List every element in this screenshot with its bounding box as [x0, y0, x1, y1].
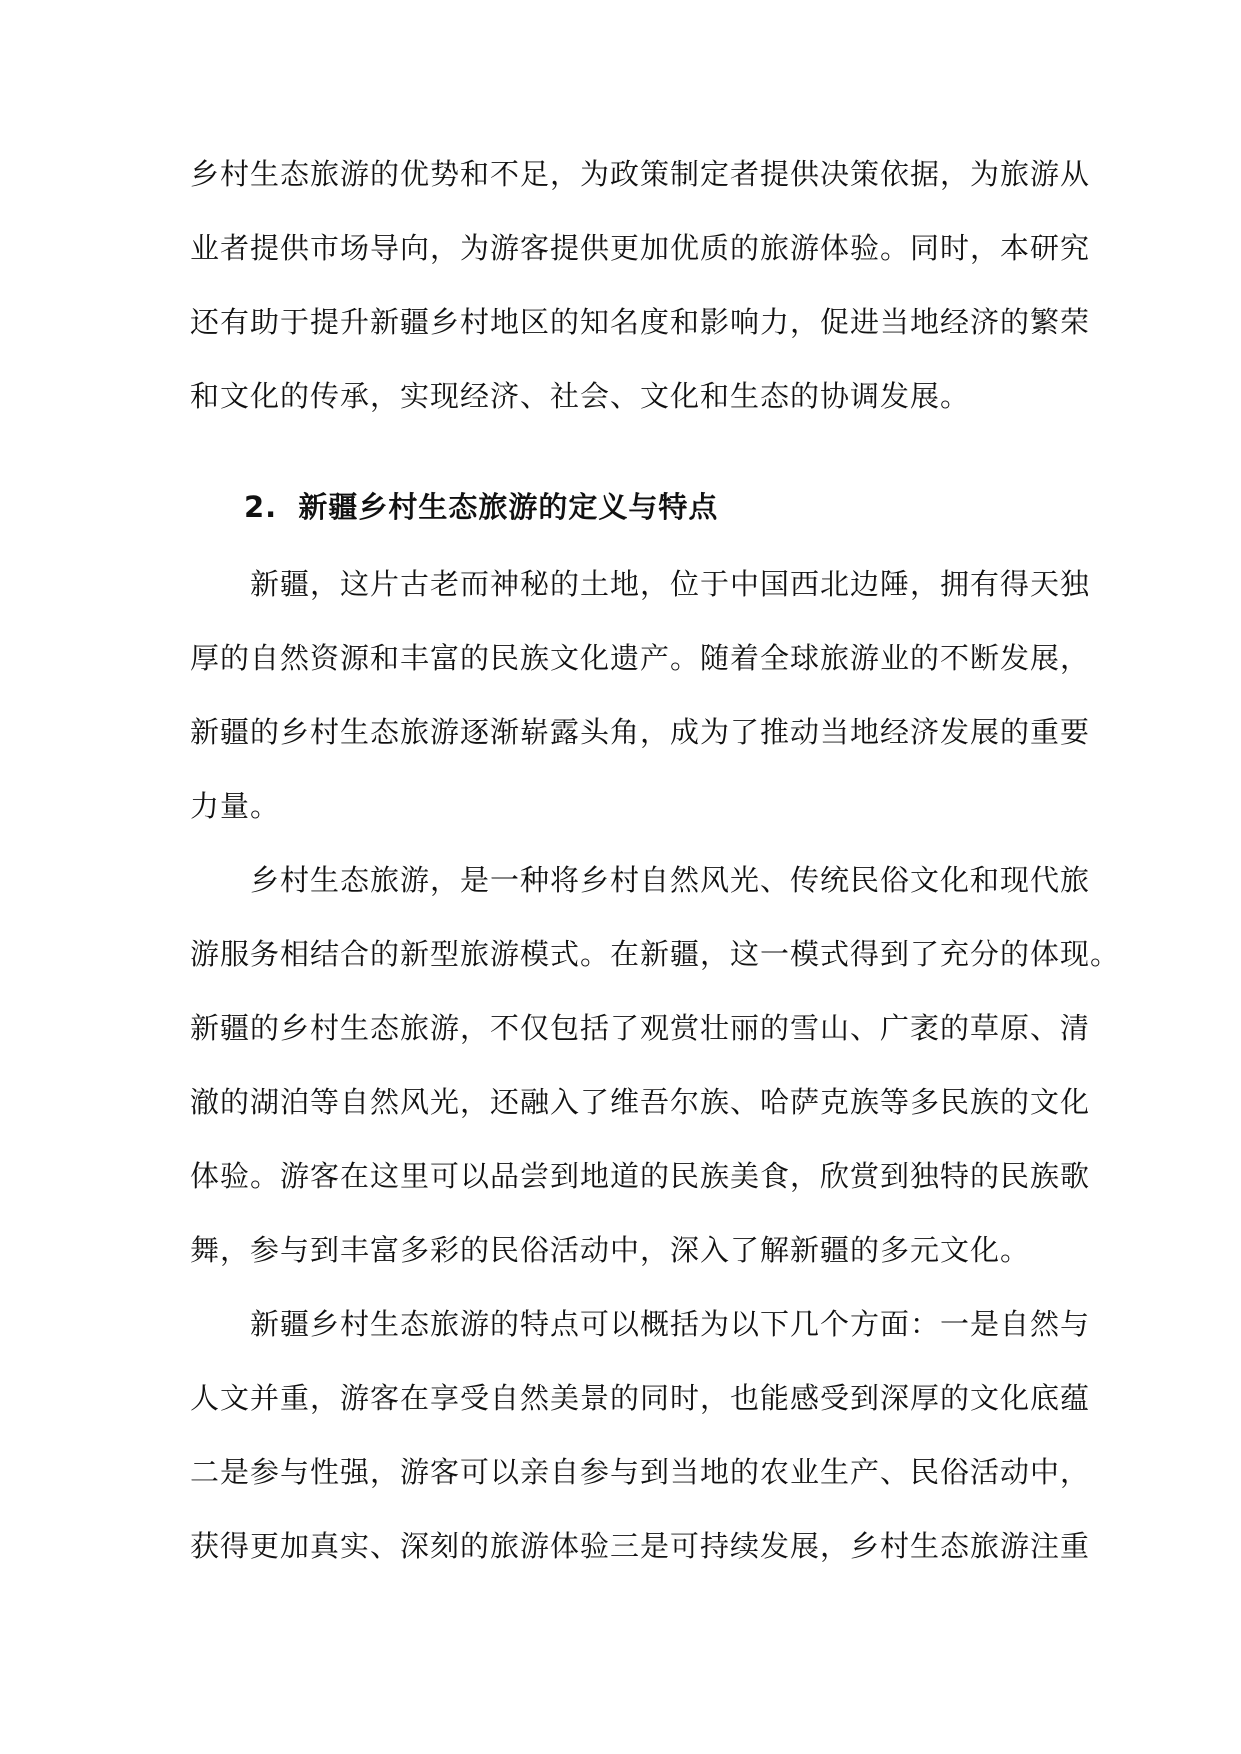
section-title: 新疆乡村生态旅游的定义与特点 — [298, 490, 719, 524]
paragraph-2-line-1: 乡村生态旅游，是一种将乡村自然风光、传统民俗文化和现代旅 — [190, 863, 1091, 897]
intro-line-3: 还有助于提升新疆乡村地区的知名度和影响力，促进当地经济的繁荣 — [190, 305, 1091, 339]
paragraph-2-line-6: 舞，参与到丰富多彩的民俗活动中，深入了解新疆的多元文化。 — [190, 1233, 1031, 1267]
paragraph-3-line-4: 获得更加真实、深刻的旅游体验三是可持续发展，乡村生态旅游注重 — [190, 1529, 1091, 1563]
section-number: 2. — [244, 490, 278, 524]
paragraph-2-line-5: 体验。游客在这里可以品尝到地道的民族美食，欣赏到独特的民族歌 — [190, 1159, 1091, 1193]
paragraph-2-line-3: 新疆的乡村生态旅游，不仅包括了观赏壮丽的雪山、广袤的草原、清 — [190, 1011, 1091, 1045]
paragraph-1-line-1: 新疆，这片古老而神秘的土地，位于中国西北边陲，拥有得天独 — [190, 567, 1091, 601]
intro-line-2: 业者提供市场导向，为游客提供更加优质的旅游体验。同时，本研究 — [190, 231, 1091, 265]
intro-line-4: 和文化的传承，实现经济、社会、文化和生态的协调发展。 — [190, 379, 971, 413]
paragraph-3-line-3: 二是参与性强，游客可以亲自参与到当地的农业生产、民俗活动中， — [190, 1455, 1091, 1489]
paragraph-2-line-2: 游服务相结合的新型旅游模式。在新疆，这一模式得到了充分的体现。 — [190, 937, 1121, 971]
paragraph-3-line-2: 人文并重，游客在享受自然美景的同时，也能感受到深厚的文化底蕴 — [190, 1381, 1091, 1415]
paragraph-3-line-1: 新疆乡村生态旅游的特点可以概括为以下几个方面：一是自然与 — [190, 1307, 1091, 1341]
section-heading — [244, 487, 718, 527]
paragraph-1-line-4: 力量。 — [190, 789, 281, 823]
paragraph-1-line-3: 新疆的乡村生态旅游逐渐崭露头角，成为了推动当地经济发展的重要 — [190, 715, 1091, 749]
intro-line-1: 乡村生态旅游的优势和不足，为政策制定者提供决策依据，为旅游从 — [190, 157, 1091, 191]
paragraph-2-line-4: 澈的湖泊等自然风光，还融入了维吾尔族、哈萨克族等多民族的文化 — [190, 1085, 1091, 1119]
paragraph-1-line-2: 厚的自然资源和丰富的民族文化遗产。随着全球旅游业的不断发展， — [190, 641, 1091, 675]
